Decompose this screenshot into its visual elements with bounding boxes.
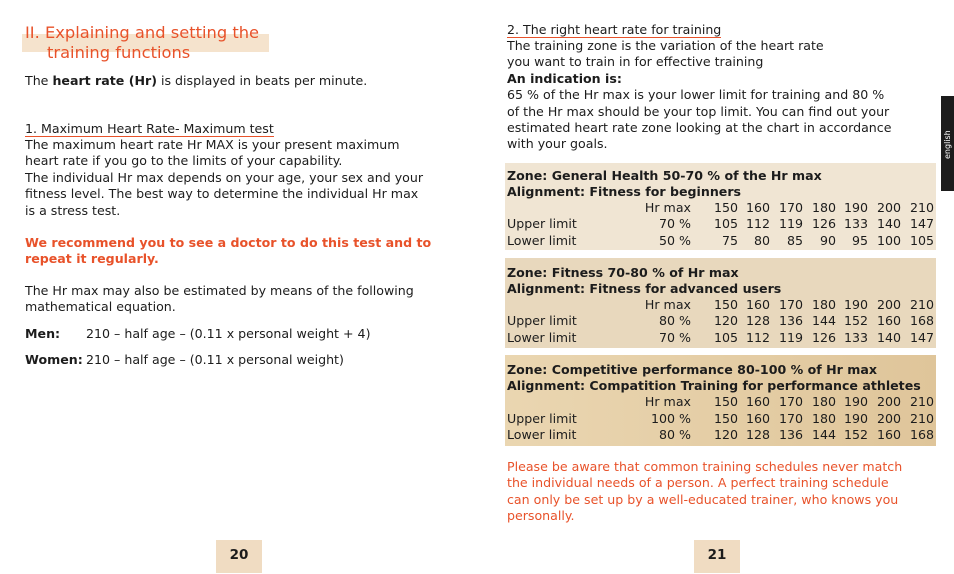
row-label: Lower limit: [507, 427, 577, 442]
note-line: Please be aware that common training schedules never match: [507, 459, 903, 474]
value-cell: 168: [909, 313, 934, 328]
value-cell: 170: [778, 394, 803, 409]
value-cell: 160: [745, 411, 770, 426]
row-label: Lower limit: [507, 330, 577, 345]
formula-women: [25, 352, 344, 368]
warning-text: [25, 235, 435, 268]
value-cell: 90: [819, 233, 836, 248]
value-cell: 105: [909, 233, 934, 248]
warning-line: We recommend you to see a doctor to do this test and to: [25, 235, 432, 250]
value-cell: 147: [909, 216, 934, 231]
value-cell: 85: [786, 233, 803, 248]
value-cell: 190: [843, 200, 868, 215]
value-cell: 126: [811, 216, 836, 231]
value-cell: 150: [713, 297, 738, 312]
value-cell: 150: [713, 411, 738, 426]
value-cell: 170: [778, 200, 803, 215]
value-cell: 152: [843, 427, 868, 442]
value-cell: 170: [778, 411, 803, 426]
row-label: Upper limit: [507, 216, 577, 231]
value-cell: 160: [745, 297, 770, 312]
value-cell: 150: [713, 394, 738, 409]
row-percent: 50 %: [659, 233, 691, 248]
hrmax-label: Hr max: [644, 297, 691, 312]
value-cell: 128: [745, 313, 770, 328]
value-cell: 160: [876, 427, 901, 442]
value-cell: 168: [909, 427, 934, 442]
estimate-paragraph: [25, 283, 435, 316]
section1-line: The individual Hr max depends on your age, your sex and your: [25, 169, 424, 185]
value-cell: 160: [745, 394, 770, 409]
value-cell: 80: [753, 233, 770, 248]
value-cell: 210: [909, 394, 934, 409]
section1-heading-text: 1. Maximum Heart Rate- Maximum test: [25, 121, 274, 136]
women-formula: 210 – half age – (0.11 x personal weight): [86, 352, 344, 367]
value-cell: 210: [909, 411, 934, 426]
value-cell: 75: [721, 233, 738, 248]
hrmax-row: [507, 394, 934, 410]
value-cell: 105: [713, 216, 738, 231]
value-cell: 136: [778, 313, 803, 328]
intro-text-bold: heart rate (Hr): [52, 73, 157, 88]
value-cell: 147: [909, 330, 934, 345]
zone-general-health: [505, 163, 936, 250]
indication-line: with your goals.: [507, 136, 608, 152]
value-cell: 200: [876, 200, 901, 215]
row-percent: 80 %: [659, 427, 691, 442]
row-label: Upper limit: [507, 411, 577, 426]
title-line-1: II. Explaining and setting the: [25, 23, 260, 42]
zone-alignment: Alignment: Fitness for advanced users: [507, 281, 782, 296]
section2-line: you want to train in for effective training: [507, 54, 764, 70]
value-cell: 133: [843, 216, 868, 231]
value-cell: 120: [713, 427, 738, 442]
value-cell: 144: [811, 313, 836, 328]
indication-label: An indication is:: [507, 70, 622, 86]
zone-alignment: Alignment: Compatition Training for performance athletes: [507, 378, 921, 393]
value-cell: 95: [851, 233, 868, 248]
value-cell: 160: [745, 200, 770, 215]
zone-fitness: [505, 258, 936, 348]
men-label: Men:: [25, 326, 61, 341]
page-number-left: 20: [216, 540, 262, 573]
row-percent: 70 %: [659, 330, 691, 345]
value-cell: 170: [778, 297, 803, 312]
upper-limit-row: [507, 411, 934, 427]
value-cell: 180: [811, 200, 836, 215]
intro-paragraph: [25, 73, 435, 89]
section1-heading: [25, 121, 435, 137]
value-cell: 119: [778, 330, 803, 345]
value-cell: 144: [811, 427, 836, 442]
value-cell: 210: [909, 297, 934, 312]
value-cell: 136: [778, 427, 803, 442]
section2-line: The training zone is the variation of the heart rate: [507, 38, 824, 53]
section2-heading-text: 2. The right heart rate for training: [507, 22, 722, 37]
indication-line: of the Hr max should be your top limit. You can find out your: [507, 103, 890, 119]
section1-body: [25, 137, 435, 219]
value-cell: 190: [843, 297, 868, 312]
value-cell: 105: [713, 330, 738, 345]
value-cell: 180: [811, 394, 836, 409]
estimate-line: The Hr max may also be estimated by means of the following: [25, 283, 414, 298]
warning-line: repeat it regularly.: [25, 251, 159, 267]
page-number-right: 21: [694, 540, 740, 573]
hrmax-row: [507, 200, 934, 216]
value-cell: 140: [876, 330, 901, 345]
indication-line: 65 % of the Hr max is your lower limit for training and 80 %: [507, 87, 885, 103]
language-tab: [941, 96, 954, 191]
title-line-2: training functions: [47, 43, 191, 62]
zone-title: Zone: Competitive performance 80-100 % of Hr max: [507, 362, 878, 377]
value-cell: 200: [876, 394, 901, 409]
language-tab-label: english: [943, 130, 952, 159]
indication-line: estimated heart rate zone looking at the chart in accordance: [507, 120, 892, 136]
men-formula: 210 – half age – (0.11 x personal weight + 4): [86, 326, 371, 341]
women-label: Women:: [25, 352, 83, 367]
note-line: can only be set up by a well-educated trainer, who knows you: [507, 491, 899, 507]
lower-limit-row: [507, 427, 934, 443]
value-cell: 180: [811, 297, 836, 312]
value-cell: 112: [745, 216, 770, 231]
value-cell: 200: [876, 297, 901, 312]
upper-limit-row: [507, 313, 934, 329]
value-cell: 120: [713, 313, 738, 328]
section1-line: fitness level. The best way to determine the individual Hr max: [25, 186, 419, 202]
value-cell: 190: [843, 411, 868, 426]
upper-limit-row: [507, 216, 934, 232]
row-percent: 100 %: [650, 411, 691, 426]
note-text: [507, 459, 917, 525]
note-line: personally.: [507, 508, 575, 524]
note-line: the individual needs of a person. A perfect training schedule: [507, 475, 889, 491]
formula-men: [25, 326, 371, 342]
hrmax-row: [507, 297, 934, 313]
value-cell: 150: [713, 200, 738, 215]
value-cell: 112: [745, 330, 770, 345]
row-percent: 70 %: [659, 216, 691, 231]
lower-limit-row: [507, 330, 934, 346]
intro-text-post: is displayed in beats per minute.: [156, 73, 368, 88]
zone-title: Zone: General Health 50-70 % of the Hr max: [507, 168, 822, 183]
value-cell: 180: [811, 411, 836, 426]
value-cell: 119: [778, 216, 803, 231]
section2-body: [507, 38, 917, 153]
section1-line: heart rate if you go to the limits of your capability.: [25, 153, 343, 169]
value-cell: 152: [843, 313, 868, 328]
value-cell: 160: [876, 313, 901, 328]
zone-alignment: Alignment: Fitness for beginners: [507, 184, 742, 199]
hrmax-label: Hr max: [644, 394, 691, 409]
hrmax-label: Hr max: [644, 200, 691, 215]
value-cell: 140: [876, 216, 901, 231]
value-cell: 126: [811, 330, 836, 345]
value-cell: 100: [876, 233, 901, 248]
section-title: [22, 22, 269, 65]
section1-line: is a stress test.: [25, 202, 121, 218]
value-cell: 128: [745, 427, 770, 442]
section1-line: The maximum heart rate Hr MAX is your present maximum: [25, 137, 400, 152]
value-cell: 133: [843, 330, 868, 345]
zone-competitive: [505, 355, 936, 446]
lower-limit-row: [507, 233, 934, 249]
zone-title: Zone: Fitness 70-80 % of Hr max: [507, 265, 739, 280]
estimate-line: mathematical equation.: [25, 299, 176, 315]
row-label: Upper limit: [507, 313, 577, 328]
intro-text-pre: The: [25, 73, 53, 88]
section2-heading: [507, 22, 917, 38]
value-cell: 210: [909, 200, 934, 215]
row-percent: 80 %: [659, 313, 691, 328]
value-cell: 200: [876, 411, 901, 426]
value-cell: 190: [843, 394, 868, 409]
row-label: Lower limit: [507, 233, 577, 248]
